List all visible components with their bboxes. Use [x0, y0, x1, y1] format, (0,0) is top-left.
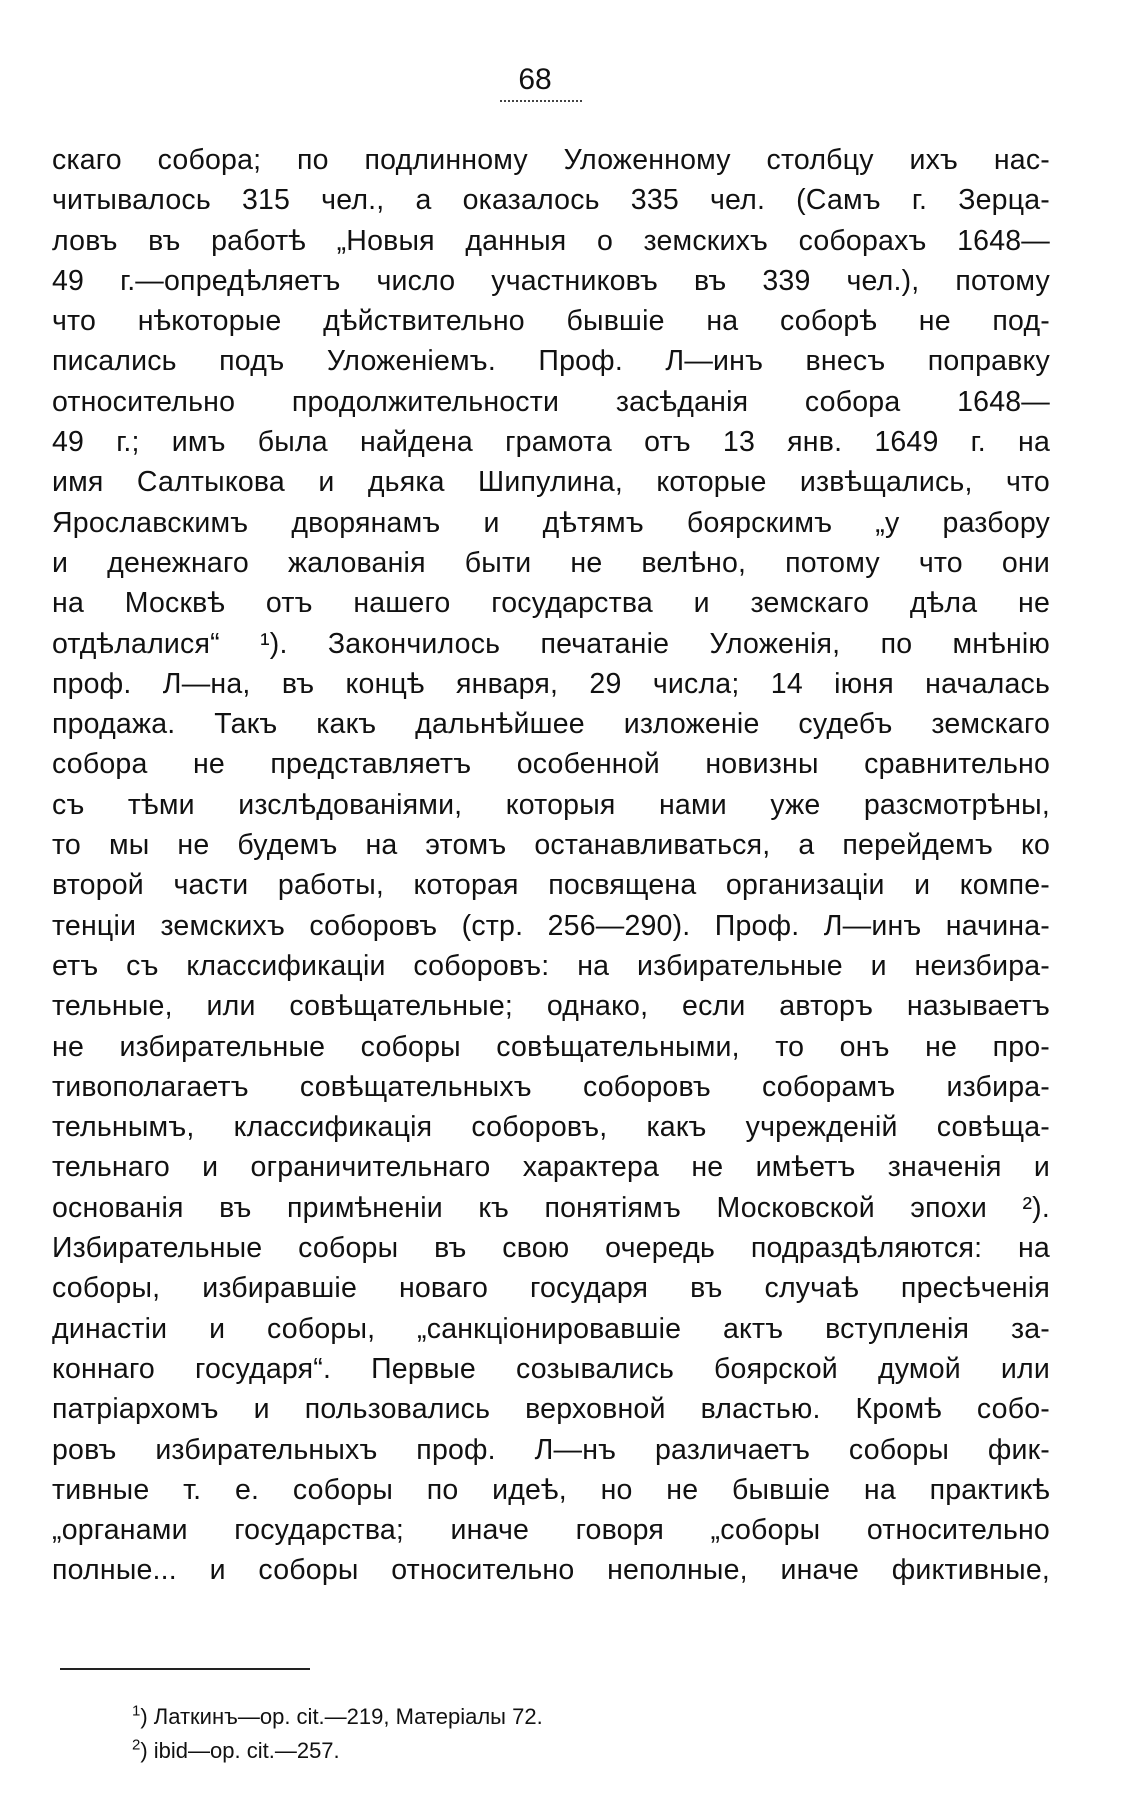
text-line: тельнаго и ограничительнаго характера не имѣетъ значенія и	[52, 1151, 1050, 1184]
page-number: 68	[518, 63, 552, 96]
text-line: съ тѣми изслѣдованіями, которыя нами уже разсмотрѣны,	[52, 788, 1050, 821]
text-line: патріархомъ и пользовались верховной властью. Кромѣ собо-	[52, 1393, 1050, 1426]
text-line: что нѣкоторые дѣйствительно бывшіе на соборѣ не под-	[52, 305, 1050, 338]
text-line: не избирательные соборы совѣщательными, то онъ не про-	[52, 1030, 1050, 1063]
text-line: второй части работы, которая посвящена организаціи и компе-	[52, 869, 1050, 902]
text-line: Ярославскимъ дворянамъ и дѣтямъ боярскимъ „у разбору	[52, 506, 1050, 539]
text-line: 49 г.; имъ была найдена грамота отъ 13 янв. 1649 г. на	[52, 426, 1050, 459]
text-line: на Москвѣ отъ нашего государства и земскаго дѣла не	[52, 587, 1050, 620]
text-line: и денежнаго жалованія быти не велѣно, потому что они	[52, 546, 1050, 579]
text-line: династіи и соборы, „санкціонировавшіе актъ вступленія за-	[52, 1312, 1050, 1345]
text-line: относительно продолжительности засѣданія собора 1648—	[52, 385, 1050, 418]
text-line: ловъ въ работѣ „Новыя данныя о земскихъ соборахъ 1648—	[52, 224, 1050, 257]
footnote-separator	[60, 1668, 310, 1670]
footnote-marker: 1	[132, 1702, 141, 1720]
footnote-2	[132, 1734, 543, 1768]
text-line: ровъ избирательныхъ проф. Л—нъ различаетъ соборы фик-	[52, 1433, 1050, 1466]
text-line: Избирательные соборы въ свою очередь подраздѣляются: на	[52, 1232, 1050, 1265]
text-line: „органами государства; иначе говоря „соборы относительно	[52, 1514, 1050, 1547]
text-line: етъ съ классификаціи соборовъ: на избирательные и неизбира-	[52, 949, 1050, 982]
text-line: соборы, избиравшіе новаго государя въ случаѣ пресѣченія	[52, 1272, 1050, 1305]
text-line: коннаго государя“. Первые созывались боярской думой или	[52, 1352, 1050, 1385]
text-line: отдѣлалися“ ¹). Закончилось печатаніе Уложенія, по мнѣнію	[52, 627, 1050, 660]
text-line: читывалось 315 чел., а оказалось 335 чел. (Самъ г. Зерца-	[52, 184, 1050, 217]
footnotes	[132, 1700, 543, 1768]
footnote-text: ) ibid—op. cit.—257.	[140, 1738, 340, 1763]
footnote-marker: 2	[132, 1736, 141, 1754]
text-line: тивополагаетъ совѣщательныхъ соборовъ соборамъ избира-	[52, 1070, 1050, 1103]
text-line: имя Салтыкова и дьяка Шипулина, которые извѣщались, что	[52, 466, 1050, 499]
text-line: продажа. Такъ какъ дальнѣйшее изложеніе судебъ земскаго	[52, 708, 1050, 741]
body-text	[52, 140, 1050, 1591]
text-line: то мы не будемъ на этомъ останавливаться, а перейдемъ ко	[52, 829, 1050, 862]
text-line: писались подъ Уложеніемъ. Проф. Л—инъ внесъ поправку	[52, 345, 1050, 378]
text-line: тельнымъ, классификація соборовъ, какъ учрежденій совѣща-	[52, 1111, 1050, 1144]
text-line: скаго собора; по подлинному Уложенному столбцу ихъ нас-	[52, 144, 1050, 176]
text-line: основанія въ примѣненіи къ понятіямъ Московской эпохи ²).	[52, 1191, 1050, 1224]
text-line: тельные, или совѣщательные; однако, если авторъ называетъ	[52, 990, 1050, 1023]
text-line: полные... и соборы относительно неполные, иначе фиктивные,	[52, 1554, 1050, 1587]
page-number-underline	[500, 100, 582, 102]
footnote-1	[132, 1700, 543, 1734]
text-line: тенціи земскихъ соборовъ (стр. 256—290). Проф. Л—инъ начина-	[52, 909, 1050, 942]
text-line: собора не представляетъ особенной новизны сравнительно	[52, 748, 1050, 781]
text-line: 49 г.—опредѣляетъ число участниковъ въ 339 чел.), потому	[52, 264, 1050, 297]
text-line: тивные т. е. соборы по идеѣ, но не бывшіе на практикѣ	[52, 1473, 1050, 1506]
footnote-text: ) Латкинъ—op. cit.—219, Матеріалы 72.	[140, 1704, 543, 1729]
text-line: проф. Л—на, въ концѣ января, 29 числа; 14 іюня началась	[52, 667, 1050, 700]
